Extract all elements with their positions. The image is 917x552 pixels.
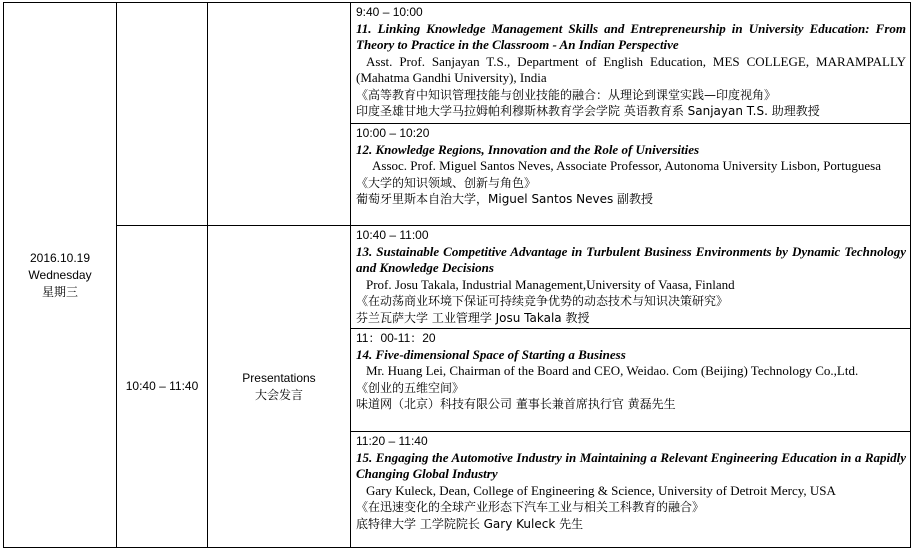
talk-title: 12. Knowledge Regions, Innovation and the Role of Universities [356, 141, 700, 157]
talk-title-zh: 《大学的知识领域、创新与角色》 [356, 175, 537, 190]
talk-speaker: Assoc. Prof. Miguel Santos Neves, Associate Professor, Autonoma University Lisbon, Portuguesa [372, 158, 881, 173]
talk-time: 9:40 – 10:00 [356, 5, 423, 19]
talk-speaker: Mr. Huang Lei, Chairman of the Board and CEO, Weidao. Com (Beijing) Technology Co.,Ltd. [366, 363, 859, 378]
talk-speaker-zh: 芬兰瓦萨大学 工业管理学 Josu Takala 教授 [356, 310, 590, 325]
talk-title: 11. Linking Knowledge Management Skills and Entrepreneurship in University Education: From Theory to Practice in the Classroom - An Indian Perspective [356, 20, 906, 52]
talk-speaker-zh: 葡萄牙里斯本自治大学，Miguel Santos Neves 副教授 [356, 192, 654, 206]
talk-cell-15 [350, 431, 911, 548]
empty-time-cell [116, 2, 208, 226]
talk-title-zh: 《高等教育中知识管理技能与创业技能的融合：从理论到课堂实践—印度视角》 [356, 87, 777, 102]
talk-cell-14 [350, 328, 911, 432]
talk-speaker: Prof. Josu Takala, Industrial Management,University of Vaasa, Finland [366, 276, 735, 292]
time-slot-text: 10:40 – 11:40 [125, 379, 199, 393]
weekday-zh-text: 星期三 [41, 284, 78, 299]
talk-title: 13. Sustainable Competitive Advantage in Turbulent Business Environments by Dynamic Technology and Knowledge Decisions [356, 243, 906, 275]
talk-time: 10:40 – 11:00 [356, 228, 429, 242]
date-cell [3, 2, 117, 548]
talk-title-zh: 《在动荡商业环境下保证可持续竞争优势的动态技术与知识决策研究》 [356, 294, 729, 308]
talk-cell-12 [350, 123, 911, 226]
talk-time: 10:00 – 10:20 [356, 126, 430, 140]
talk-title-zh: 《创业的五维空间》 [356, 380, 465, 395]
weekday-en-text: Wednesday [28, 267, 92, 282]
time-slot-cell [116, 225, 208, 548]
talk-speaker: Gary Kuleck, Dean, College of Engineering & Science, University of Detroit Mercy, USA [366, 482, 836, 498]
talk-speaker-zh: 味道网（北京）科技有限公司 董事长兼首席执行官 黄磊先生 [356, 397, 676, 411]
talk-cell-13 [350, 225, 911, 329]
empty-session-cell [207, 2, 351, 226]
talk-speaker-zh: 印度圣雄甘地大学马拉姆帕利穆斯林教育学会学院 英语教育系 Sanjayan T.S. 助理教授 [356, 104, 820, 118]
talk-speaker: Asst. Prof. Sanjayan T.S., Department of English Education, MES COLLEGE, MARAMPALLY (Mahatma Gandhi University), India [356, 53, 906, 85]
session-type-cell [207, 225, 351, 548]
date-text: 2016.10.19 [29, 250, 91, 265]
talk-title: 15. Engaging the Automotive Industry in Maintaining a Relevant Engineering Education in a Rapidly Changing Global Industry [356, 449, 906, 481]
talk-title-zh: 《在迅速变化的全球产业形态下汽车工业与相关工科教育的融合》 [356, 500, 705, 514]
talk-time: 11：00-11：20 [356, 331, 436, 345]
talk-title: 14. Five-dimensional Space of Starting a Business [356, 346, 626, 362]
session-type-zh: 大会发言 [254, 387, 303, 402]
session-type-en: Presentations [242, 370, 316, 385]
talk-cell-11 [350, 2, 911, 124]
talk-time: 11:20 – 11:40 [356, 434, 428, 448]
talk-speaker-zh: 底特律大学 工学院院长 Gary Kuleck 先生 [356, 516, 584, 531]
schedule-table [3, 2, 911, 548]
